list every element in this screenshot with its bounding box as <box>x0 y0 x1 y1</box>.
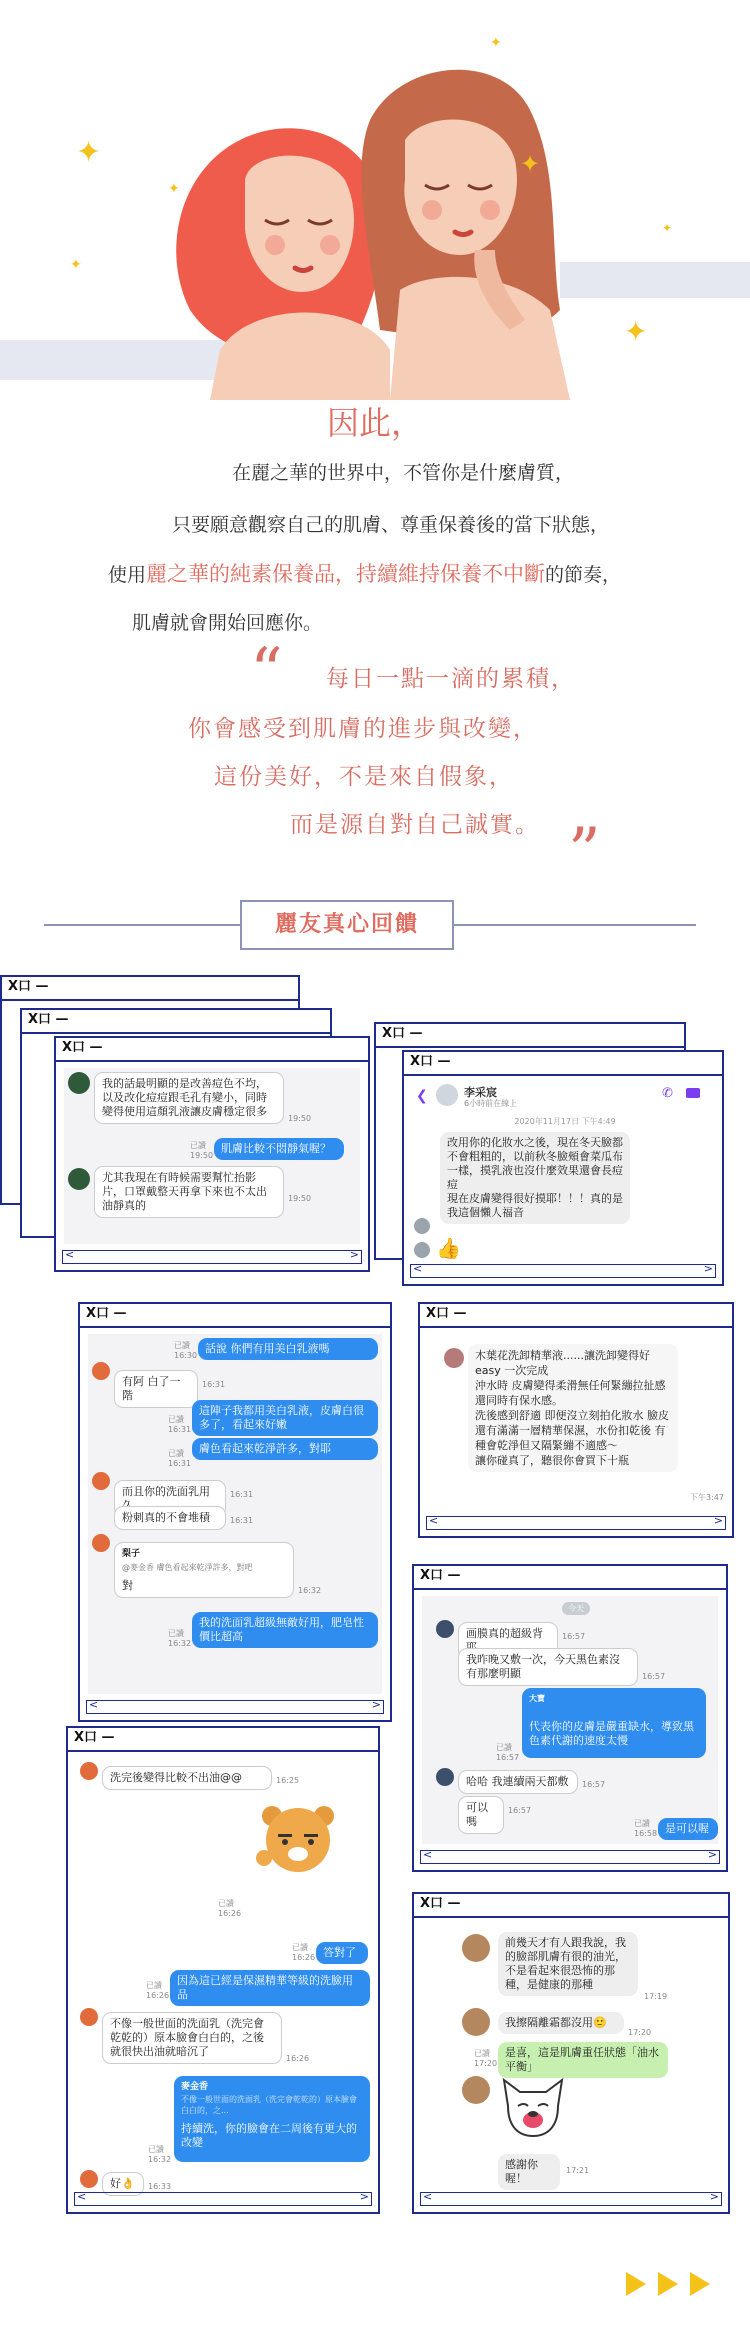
star-icon: ✦ <box>70 257 82 273</box>
chat-message: 話說 你們有用美白乳液嗎 <box>198 1338 378 1360</box>
avatar <box>68 1168 90 1190</box>
avatar <box>462 2008 490 2036</box>
read-receipt: 已讀 17:20 <box>474 2049 498 2068</box>
quote-line-2: 你會感受到肌膚的進步與改變， <box>188 716 538 742</box>
quote-author: 大寶 <box>529 1694 545 1703</box>
message-time: 16:31 <box>230 1490 254 1499</box>
quote-author: 麥金香 <box>181 2082 209 2092</box>
star-icon: ✦ <box>76 135 102 170</box>
read-receipt: 已讀 16:32 <box>148 2145 172 2164</box>
quote-author: 梨子 <box>122 1549 141 1559</box>
star-icon: ✦ <box>624 315 648 348</box>
quoted-reply <box>522 1688 706 1758</box>
intro-line-4: 肌膚就會開始回應你。 <box>132 612 323 634</box>
avatar <box>80 1762 98 1780</box>
scrollbar[interactable] <box>86 1700 384 1714</box>
read-receipt: 已讀 16:26 <box>146 1981 170 2000</box>
chat-message: 我擦隔離霜都沒用🙂 <box>498 2012 624 2034</box>
read-receipt: 已讀 19:50 <box>190 1141 214 1160</box>
chat-message: 尤其我現在有時候需要幫忙抬影片，口罩戴整天再拿下來也不太出油靜真的 <box>94 1166 284 1218</box>
avatar <box>68 1072 90 1094</box>
chat-message: 是喜，這是肌膚重任狀態「油水平衡」 <box>498 2042 668 2078</box>
section-divider-left <box>44 924 242 926</box>
avatar <box>414 1218 430 1234</box>
back-icon[interactable]: ❮ <box>416 1088 428 1104</box>
window-titlebar: X口 — <box>2 977 298 1001</box>
thumbs-up-icon[interactable]: 👍 <box>436 1236 461 1260</box>
message-time: 17:19 <box>644 1992 668 2001</box>
intro-line-3-pre: 使用 <box>108 564 147 586</box>
message-time: 17:21 <box>566 2166 590 2175</box>
chat-body <box>412 1082 714 1258</box>
chat-message: 不像一般世面的洗面乳（洗完會乾乾的）原本臉會白白的，之後就很快出油就暗沉了 <box>102 2012 282 2064</box>
intro-line-2: 只要願意觀察自己的肌膚、尊重保養後的當下狀態， <box>172 514 610 536</box>
quote-text: @麥金香 膚色看起來乾淨許多，對吧 <box>122 1563 253 1572</box>
chat-body <box>88 1334 382 1694</box>
arrow-icon <box>658 2272 678 2296</box>
chat-body <box>428 1334 724 1510</box>
scrollbar[interactable] <box>426 1516 726 1530</box>
intro-line-3-post: 的節奏， <box>545 564 622 586</box>
phone-icon[interactable]: ✆ <box>662 1086 673 1101</box>
scrollbar[interactable] <box>74 2192 372 2206</box>
quoted-reply <box>174 2076 370 2162</box>
scrollbar[interactable] <box>420 2192 722 2206</box>
contact-status: 6小時前在線上 <box>464 1099 518 1108</box>
read-receipt: 已讀 16:32 <box>168 1629 192 1648</box>
chat-body <box>422 1596 718 1844</box>
read-receipt: 已讀 16:31 <box>168 1449 192 1468</box>
scrollbar[interactable] <box>62 1250 362 1264</box>
window-titlebar: X口 — <box>22 1010 330 1034</box>
star-icon: ✦ <box>490 35 502 51</box>
star-icon: ✦ <box>168 181 180 197</box>
bulldog-sticker <box>498 2076 568 2140</box>
message-time: 16:31 <box>202 1380 226 1389</box>
contact-name: 李采宸 <box>464 1086 497 1099</box>
message-time: 17:20 <box>628 2028 652 2037</box>
message-time: 16:33 <box>148 2182 172 2191</box>
open-quote-icon: “ <box>250 635 283 709</box>
window-titlebar: X口 — <box>68 1728 378 1752</box>
star-icon: ✦ <box>520 150 541 178</box>
avatar <box>436 1768 454 1786</box>
read-receipt: 已讀 16:31 <box>168 1415 192 1434</box>
window-titlebar: X口 — <box>420 1304 732 1328</box>
chat-message: 因為這已經是保濕精華等級的洗臉用品 <box>170 1970 370 2006</box>
star-icon: ✦ <box>662 221 673 235</box>
chat-message: 洗完後變得比較不出油@@ <box>102 1766 272 1790</box>
window-titlebar: X口 — <box>376 1024 684 1048</box>
chat-window-1 <box>54 1036 370 1272</box>
date-separator: 2020年11月17日 下午4:49 <box>514 1117 616 1126</box>
chat-window-5 <box>412 1564 728 1872</box>
chat-body <box>422 1924 720 2186</box>
avatar <box>414 1242 430 1258</box>
avatar <box>462 1934 490 1962</box>
close-quote-icon: ” <box>568 815 601 889</box>
review-message: 木葉花洗卸精華液......讓洗卸變得好easy 一次完成 沖水時 皮膚變得柔滑無任何緊繃拉扯感 還同時有保水感。 洗後感到舒適 即便沒立刻拍化妝水 臉皮還有滿滿一層精華保濕，水份扣乾後 有種會乾淨但又隔緊繃不適感～ 讓你碰真了，聽很你會買下十瓶 <box>468 1344 678 1472</box>
chat-body <box>76 1758 370 2191</box>
message-time: 19:50 <box>288 1114 312 1123</box>
quote-line-3: 這份美好，不是來自假象， <box>214 764 514 790</box>
chat-message: 有阿 白了一階 <box>114 1370 198 1408</box>
message-time: 16:57 <box>508 1806 532 1815</box>
chat-message: 我的話最明顯的是改善痘色不均，以及改化痘痘跟毛孔有變小，同時變得使用這顏乳液讓皮膚穩定很多 <box>94 1072 284 1124</box>
reply-text: 持續洗，你的臉會在二周後有更大的改變 <box>181 2122 357 2149</box>
chat-message: 前幾天才有人跟我說，我的臉部肌膚有很的油光，不是看起來很恐怖的那種，是健康的那種 <box>498 1932 638 1996</box>
message-time: 16:57 <box>562 1632 586 1641</box>
window-titlebar: X口 — <box>80 1304 390 1328</box>
chat-message: 肌膚比較不悶靜氣喔？ <box>214 1138 344 1160</box>
read-receipt: 已讀 16:30 <box>174 1341 198 1360</box>
avatar <box>80 2170 98 2188</box>
avatar <box>444 1348 464 1368</box>
window-titlebar: X口 — <box>404 1052 722 1076</box>
message-time: 16:57 <box>642 1672 666 1681</box>
message-time: 下午3:47 <box>690 1493 724 1502</box>
message-time: 16:57 <box>582 1780 606 1789</box>
section-title: 麗友真心回饋 <box>240 900 454 950</box>
avatar <box>436 1084 458 1106</box>
intro-line-3-highlight: 麗之華的純素保養品，持續維持保養不中斷 <box>146 562 546 586</box>
message-time: 19:50 <box>288 1194 312 1203</box>
read-receipt: 已讀 16:58 <box>634 1819 658 1838</box>
arrow-icon <box>626 2272 646 2296</box>
message-time: 16:31 <box>230 1516 254 1525</box>
arrow-icon <box>690 2272 710 2296</box>
avatar <box>92 1534 110 1552</box>
chat-message: 膚色看起來乾淨許多，對耶 <box>192 1438 378 1460</box>
avatar <box>92 1472 110 1490</box>
window-titlebar: X口 — <box>414 1566 726 1590</box>
hero-illustration <box>0 0 750 400</box>
read-receipt: 已讀 16:26 <box>218 1899 242 1918</box>
chat-window-6 <box>66 1726 380 2214</box>
chat-message: 画膜真的超級背 <box>458 1622 558 1660</box>
intro-line-3 <box>108 558 621 588</box>
section-divider-right <box>450 924 696 926</box>
quoted-reply <box>114 1542 294 1598</box>
intro-title: 因此， <box>326 404 423 442</box>
chat-message: 可以嗎 <box>458 1796 504 1834</box>
avatar <box>92 1362 110 1380</box>
date-badge: 今天 <box>562 1602 590 1615</box>
chat-message: 而且你的洗面乳用 <box>114 1480 226 1518</box>
reply-text: 對 <box>122 1579 133 1592</box>
chat-message: 感謝你喔！ <box>498 2154 560 2190</box>
chat-message: 答對了 <box>316 1942 368 1964</box>
scrollbar[interactable] <box>410 1264 716 1278</box>
chat-message: 我昨晚又敷一次，今天黑色素沒有那麼明顯 <box>458 1648 638 1686</box>
window-titlebar: X口 — <box>414 1894 728 1918</box>
intro-line-1: 在麗之華的世界中，不管你是什麼膚質， <box>232 462 575 484</box>
chat-message: 是可以喔 <box>658 1818 718 1840</box>
avatar <box>462 2076 490 2104</box>
quote-line-1: 每日一點一滴的累積， <box>326 666 576 692</box>
chat-message: 好👌 <box>102 2172 144 2196</box>
read-receipt: 已讀 16:57 <box>496 1743 520 1762</box>
avatar <box>436 1620 454 1638</box>
chat-message: 我的洗面乳超級無敵好用，肥皂性價比超高 <box>192 1612 378 1648</box>
window-titlebar: X口 — <box>56 1038 368 1062</box>
chat-message: 粉刺真的不會堆積 <box>114 1506 226 1530</box>
chat-body <box>64 1068 360 1244</box>
quote-line-4: 而是源自對自己誠實。 <box>290 812 540 838</box>
video-icon[interactable] <box>686 1088 700 1098</box>
quote-text: 不像一般世面的洗面乳（洗完會乾乾的）原本臉會白白的，之... <box>181 2095 357 2115</box>
read-receipt: 已讀 16:26 <box>292 1943 316 1962</box>
chat-window-3 <box>78 1302 392 1722</box>
chat-message: 哈哈 我連續兩天都敷 <box>458 1770 578 1794</box>
chat-message: 改用你的化妝水之後，現在冬天臉都不會粗粗的，以前秋冬臉頰會菜瓜布一樣，摸乳液也沒什麼效果還會長痘痘 現在皮膚變得很好摸耶！！！真的是我這個懶人福音 <box>440 1132 630 1224</box>
scrollbar[interactable] <box>420 1850 720 1864</box>
chat-message: 這陣子我都用美白乳液，皮膚白很多了，看起來好嫩 <box>192 1400 378 1436</box>
reply-text: 代表你的皮膚是嚴重缺水，導致黑色素代謝的速度太慢 <box>529 1720 694 1747</box>
avatar <box>80 2008 98 2026</box>
chat-window-4 <box>418 1302 734 1538</box>
message-time: 16:32 <box>298 1586 322 1595</box>
chat-window-7 <box>412 1892 730 2214</box>
women-illustration <box>150 50 610 400</box>
bear-sticker <box>256 1798 340 1882</box>
message-time: 16:25 <box>276 1776 300 1785</box>
chat-window-2 <box>402 1050 724 1286</box>
message-time: 16:26 <box>286 2054 310 2063</box>
